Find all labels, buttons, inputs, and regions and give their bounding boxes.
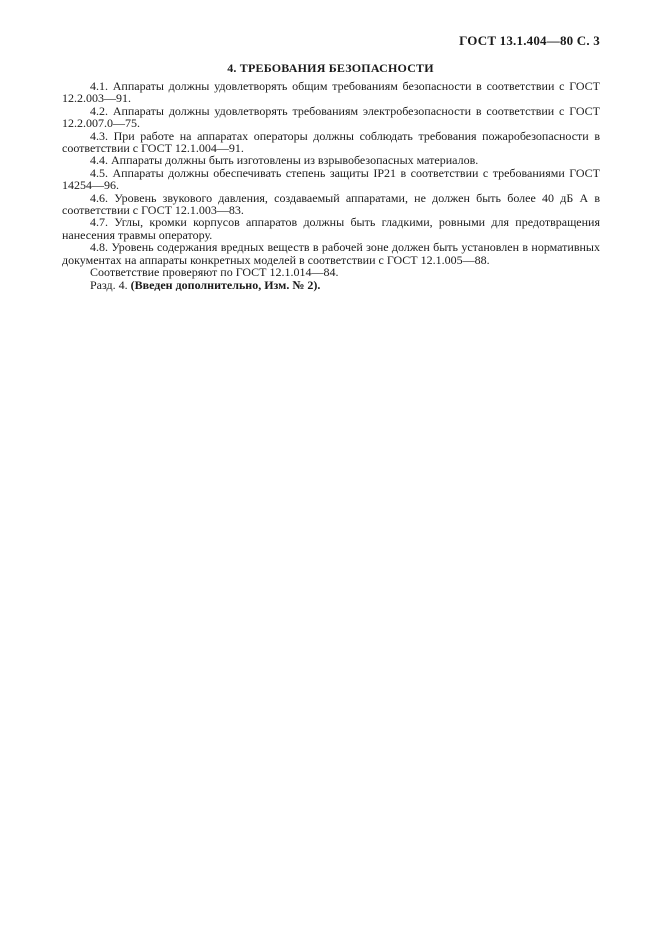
section-body (62, 80, 600, 291)
amendment-note (62, 279, 600, 291)
section-title: 4. ТРЕБОВАНИЯ БЕЗОПАСНОСТИ (227, 61, 434, 75)
document-header: ГОСТ 13.1.404—80 С. 3 (459, 33, 600, 48)
paragraph-4-3: 4.3. При работе на аппаратах операторы должны соблюдать требования пожаробезопасности в соответствии с ГОСТ 12.1.004—91. (62, 128, 600, 156)
paragraph-4-4: 4.4. Аппараты должны быть изготовлены из взрывобезопасных материалов. (90, 153, 479, 168)
paragraph-4-1: 4.1. Аппараты должны удовлетворять общим требованиям безопасности в соответствии с ГОСТ 12.2.003—91. (62, 79, 600, 106)
amendment-prefix: Разд. 4. (90, 277, 131, 292)
paragraph-4-2: 4.2. Аппараты должны удовлетворять требованиям электробезопасности в соответствии с ГОСТ 12.2.007.0—75. (62, 103, 600, 131)
amendment-bold: (Введен дополнительно, Изм. № 2). (130, 277, 321, 292)
paragraph-4-5: 4.5. Аппараты должны обеспечивать степень защиты IP21 в соответствии с требованиями ГОСТ 14254—96. (62, 165, 600, 193)
paragraph-compliance: Соответствие проверяют по ГОСТ 12.1.014—84. (90, 265, 339, 280)
paragraph-4-8: 4.8. Уровень содержания вредных веществ в рабочей зоне должен быть установлен в нормативных документах на аппараты конкретных моделей в соответствии с ГОСТ 12.1.005—88. (62, 240, 600, 267)
paragraph-4-7: 4.7. Углы, кромки корпусов аппаратов должны быть гладкими, ровными для предотвращения нанесения травмы оператору. (62, 215, 600, 242)
paragraph-4-6: 4.6. Уровень звукового давления, создаваемый аппаратами, не должен быть более 40 дБ А в соответствии с ГОСТ 12.1.003—83. (62, 190, 600, 218)
